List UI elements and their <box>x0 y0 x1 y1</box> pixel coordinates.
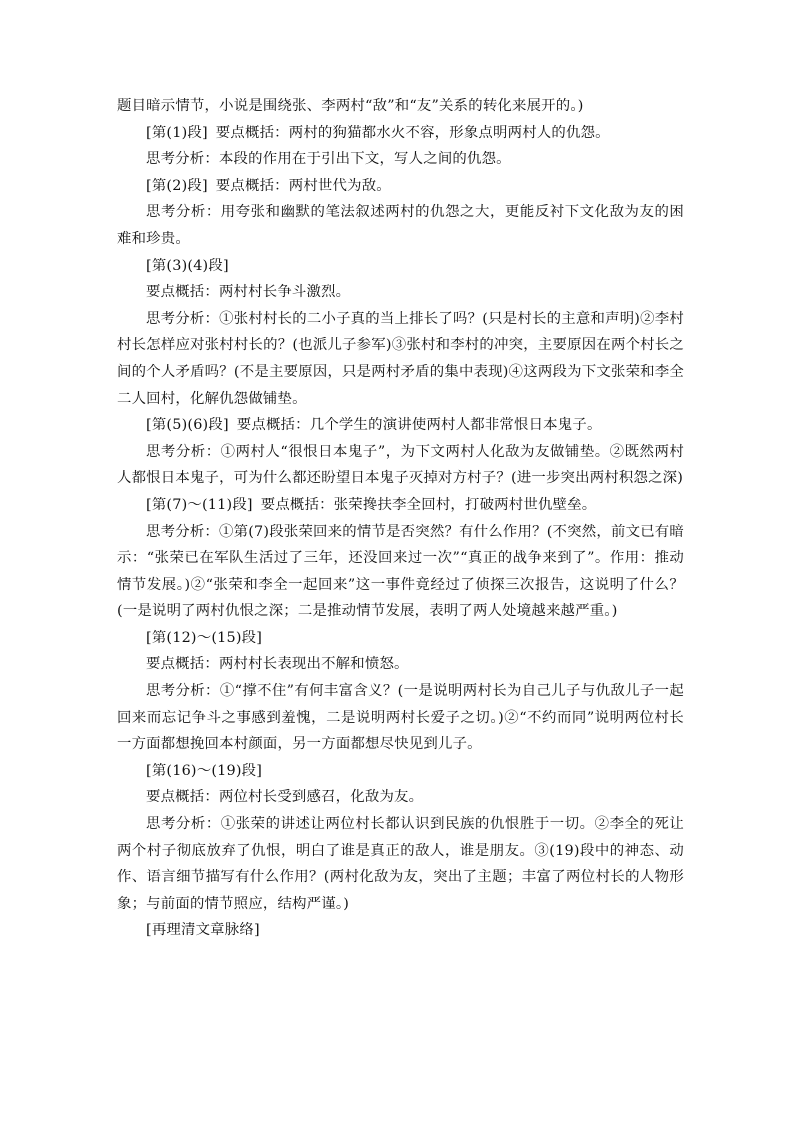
section-16-19-analysis: 思考分析：①张荣的讲述让两位村长都认识到民族的仇恨胜于一切。②李全的死让两个村子彻底放弃了仇恨，明白了谁是真正的敌人，谁是朋友。③(19)段中的神态、动作、语言细节描写有什么作用？(两村化敌为友，突出了主题；丰富了两位村长的人物形象；与前面的情节照应，结构严谨。) <box>117 816 684 912</box>
section-16-19-label: [第(16)～(19)段] <box>146 762 263 779</box>
section-2-analysis: 思考分析：用夸张和幽默的笔法叙述两村的仇怨之大，更能反衬下文化敌为友的困难和珍贵。 <box>117 204 684 247</box>
outline-heading: [再理清文章脉络] <box>146 922 260 939</box>
section-7-11-analysis: 思考分析：①第(7)段张荣回来的情节是否突然？有什么作用？(不突然，前文已有暗示：“张荣已在军队生活过了三年，还没回来过一次”“真正的战争来到了”。作用：推动情节发展。)②“张荣和李全一起回来”这一事件竟经过了侦探三次报告，这说明了什么？(一是说明了两村仇恨之深；二是推动情节发展，表明了两人处境越来越严重。) <box>117 523 684 620</box>
section-2-label: [第(2)段] <box>146 177 208 194</box>
section-5-6-analysis: 思考分析：①两村人“很恨日本鬼子”，为下文两村人化敌为友做铺垫。②既然两村人都恨日本鬼子，可为什么都还盼望日本鬼子灭掉对方村子？(进一步突出两村积怨之深) <box>117 443 684 487</box>
section-1-label: [第(1)段] <box>146 124 208 141</box>
section-2-summary: 要点概括：两村世代为敌。 <box>215 177 391 194</box>
section-5-6-label: [第(5)(6)段] <box>146 417 229 434</box>
section-5-6-header <box>117 412 684 439</box>
section-7-11-label: [第(7)～(11)段] <box>146 496 253 513</box>
section-3-4-label: [第(3)(4)段] <box>146 257 229 274</box>
section-1-analysis: 思考分析：本段的作用在于引出下文，写人之间的仇怨。 <box>146 151 511 168</box>
section-5-6-summary: 要点概括：几个学生的演讲使两村人都非常恨日本鬼子。 <box>236 417 602 434</box>
section-12-15-analysis: 思考分析：①“撑不住”有何丰富含义？(一是说明两村长为自己儿子与仇敌儿子一起回来而忘记争斗之事感到羞愧，二是说明两村长爱子之切。)②“不约而同”说明两位村长一方面都想挽回本村颜面，另一方面都想尽快见到儿子。 <box>117 683 684 753</box>
section-2-header <box>117 173 684 200</box>
section-16-19-summary: 要点概括：两位村长受到感召，化敌为友。 <box>146 789 424 806</box>
section-7-11-summary: 要点概括：张荣搀扶李全回村，打破两村世仇壁垒。 <box>260 496 597 513</box>
section-7-11-header <box>117 492 684 519</box>
section-12-15-summary: 要点概括：两村村长表现出不解和愤怒。 <box>146 656 409 673</box>
section-3-4-analysis: 思考分析：①张村村长的二小子真的当上排长了吗？(只是村长的主意和声明)②李村村长怎样应对张村村长的？(也派儿子参军)③张村和李村的冲突，主要原因在两个村长之间的个人矛盾吗？(不是主要原因，只是两村矛盾的集中表现)④这两段为下文张荣和李全二人回村，化解仇怨做铺垫。 <box>117 310 684 407</box>
section-1-summary: 要点概括：两村的狗猫都水火不容，形象点明两村人的仇怨。 <box>215 124 610 141</box>
section-1-header <box>117 120 684 147</box>
section-3-4-summary: 要点概括：两村村长争斗激烈。 <box>146 284 351 301</box>
intro-line: 题目暗示情节，小说是围绕张、李两村“敌”和“友”关系的转化来展开的。) <box>117 98 584 114</box>
section-12-15-label: [第(12)～(15)段] <box>146 629 263 646</box>
